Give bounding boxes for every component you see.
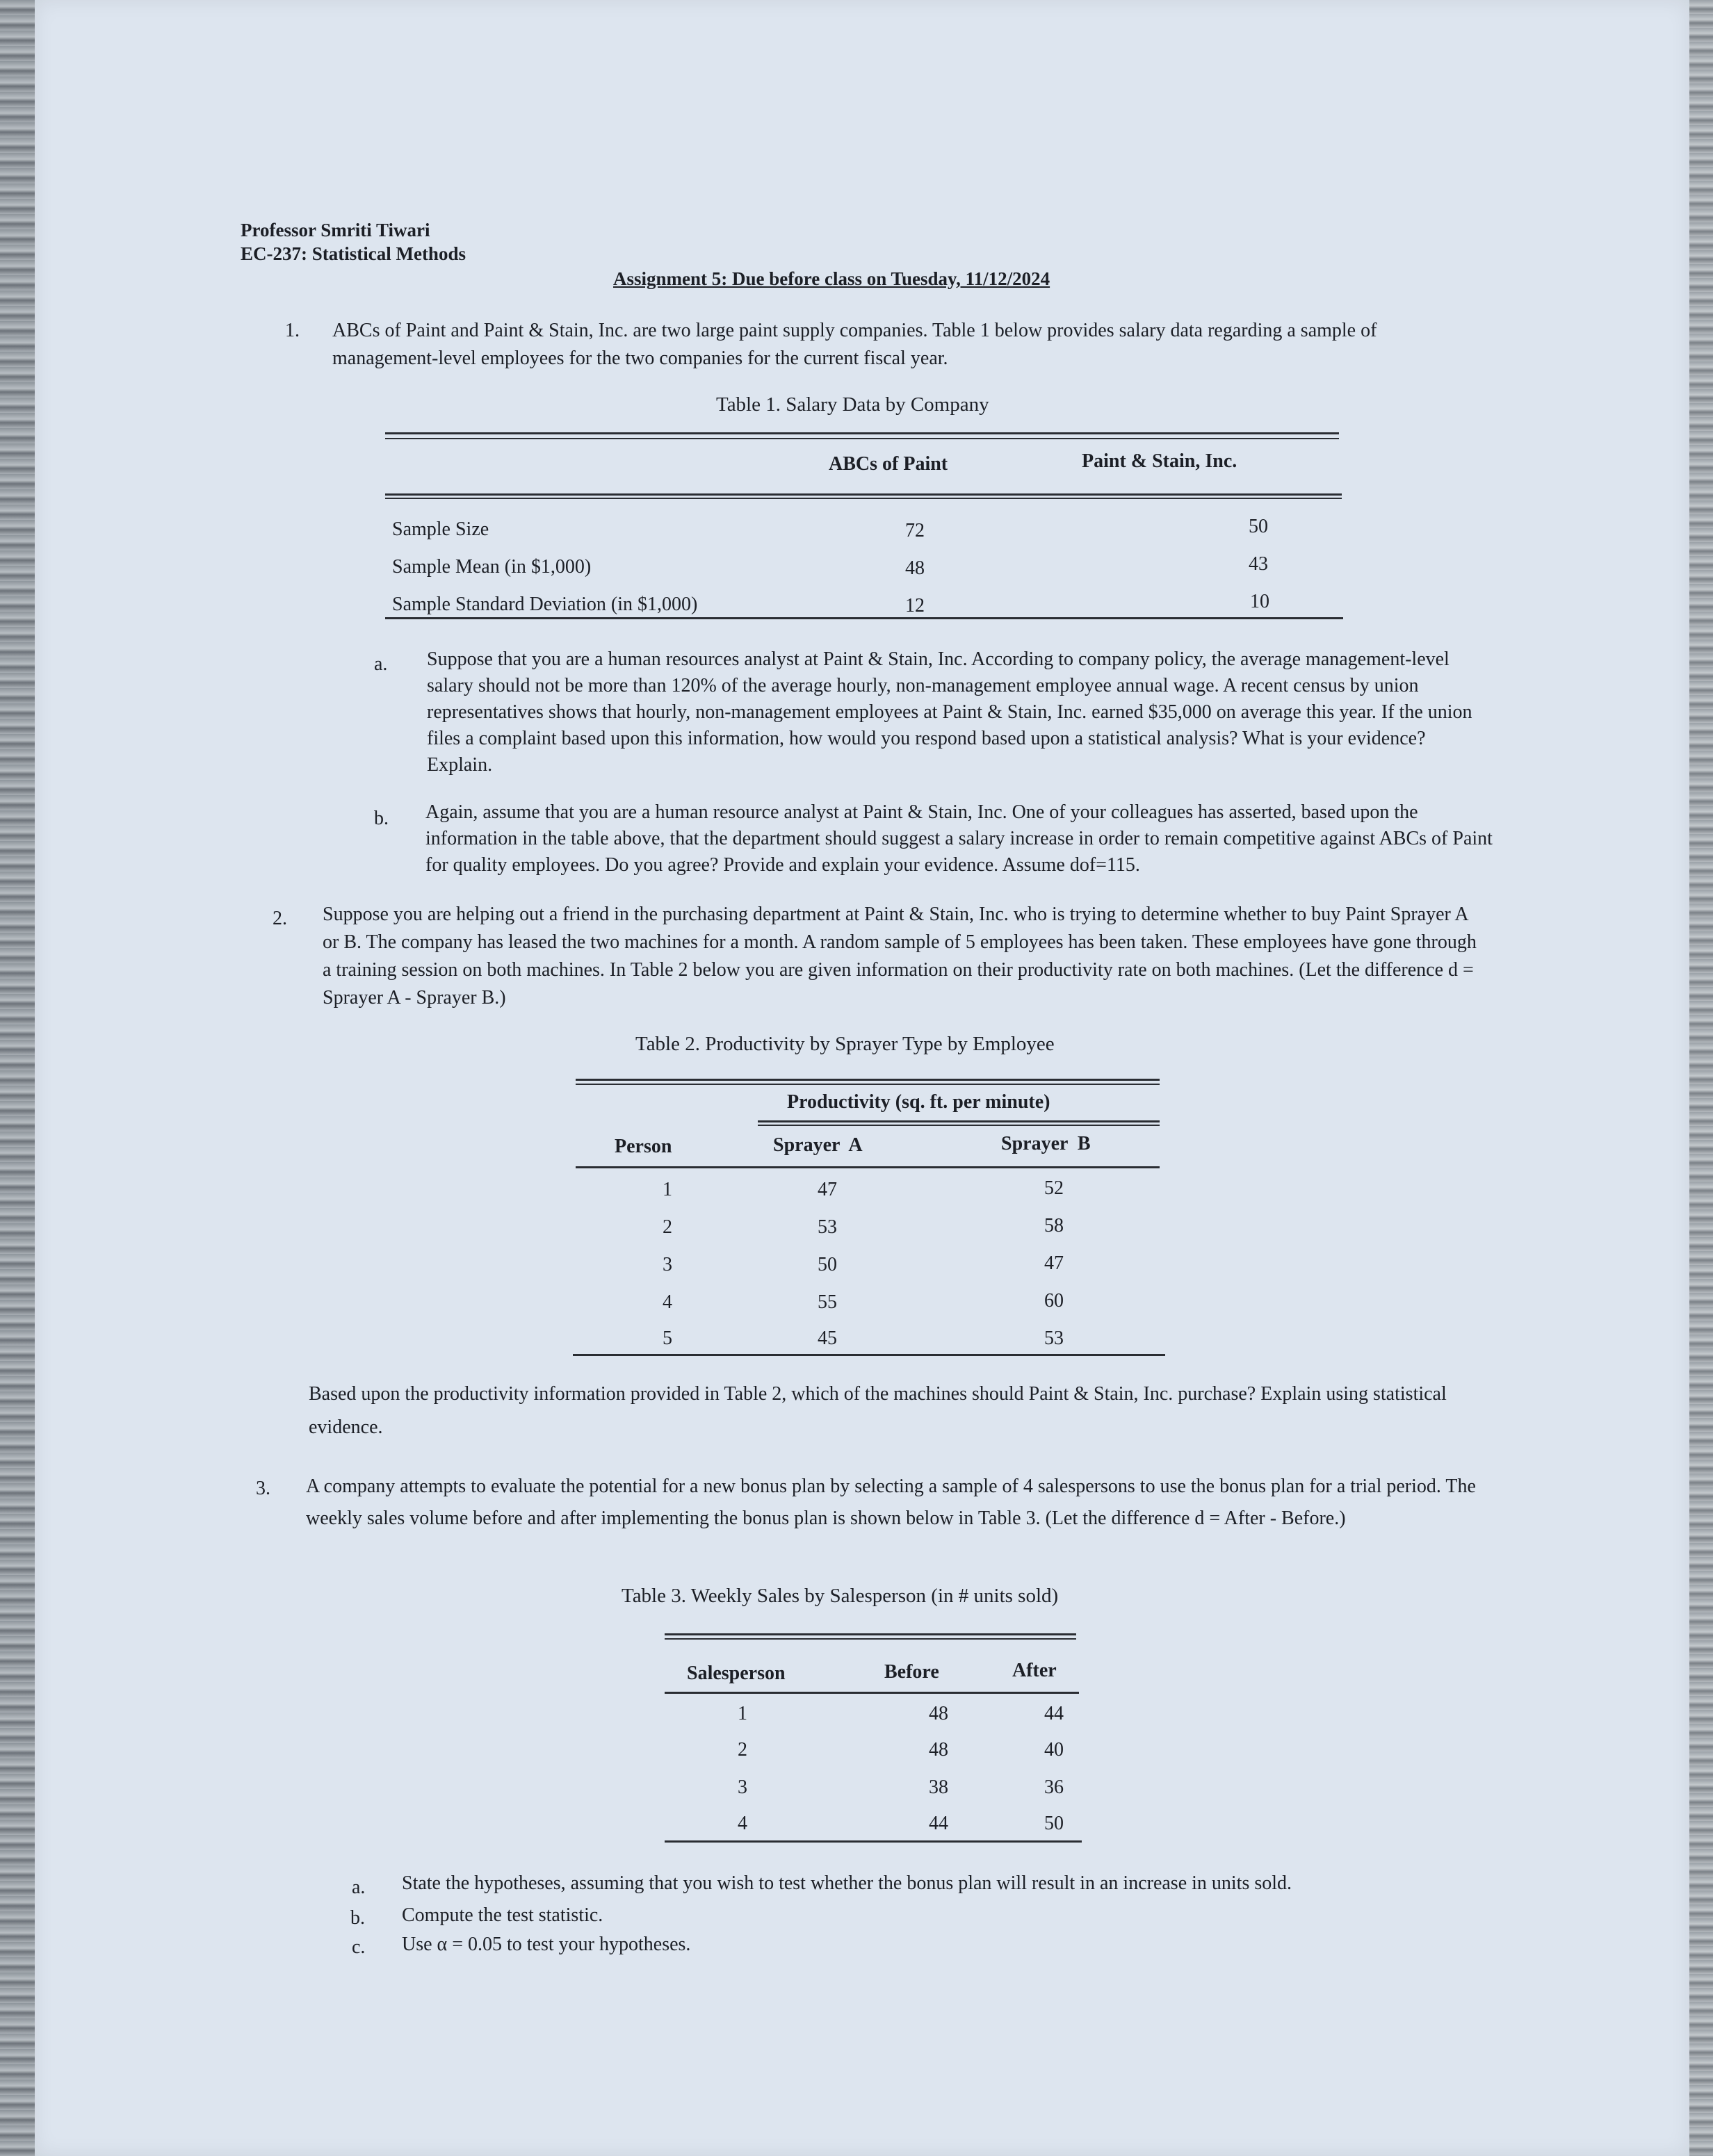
- table2-cell: 50: [818, 1254, 837, 1275]
- q1-part-a-text: Suppose that you are a human resources analyst at Paint & Stain, Inc. According to company policy, the average management-level salary should not be more than 120% of the average hourly, non-management employee annual wage. A recent census by union representatives shows that hourly, non-management employees at Paint & Stain, Inc. earned $35,000 on average this year. If the union files a complaint based upon this information, how would you respond based upon a statistical analysis? What is your evidence? Explain.: [427, 648, 1472, 776]
- q3-number: 3.: [256, 1478, 270, 1499]
- q3-part-label: a.: [352, 1877, 366, 1898]
- table2-cell: 47: [818, 1179, 837, 1200]
- table1-cell: 72: [905, 520, 925, 541]
- table1-row-label: Sample Standard Deviation (in $1,000): [392, 594, 698, 615]
- table3-col-salesperson: Salesperson: [687, 1663, 786, 1684]
- q3-part-text: Compute the test statistic.: [402, 1904, 603, 1926]
- table3-cell: 44: [929, 1813, 948, 1834]
- table1-cell: 50: [1249, 516, 1268, 537]
- assignment-title: Assignment 5: Due before class on Tuesday, 11/12/2024: [613, 268, 1050, 289]
- table1-cell: 12: [905, 595, 925, 616]
- table2-group-rule-2: [758, 1125, 1160, 1126]
- table3-cell: 40: [1044, 1739, 1064, 1761]
- table2-top-rule-2: [576, 1084, 1160, 1085]
- paper-background-left: [0, 0, 35, 2156]
- table2-cell: 3: [663, 1254, 672, 1275]
- table1-col-abcs: ABCs of Paint: [829, 453, 948, 475]
- table3-cell: 1: [738, 1703, 747, 1724]
- table3-top-rule-2: [665, 1638, 1076, 1640]
- table2-cell: 60: [1044, 1290, 1064, 1312]
- table3-col-before: Before: [884, 1661, 939, 1683]
- table2-top-rule: [576, 1079, 1160, 1081]
- table3-cell: 48: [929, 1703, 948, 1724]
- q3-text: A company attempts to evaluate the potential for a new bonus plan by selecting a sample of 4 salespersons to use the bonus plan for a trial period. The weekly sales volume before and after implementing the bonus plan is shown below in Table 3. (Let the difference d = After - Before.): [306, 1476, 1476, 1529]
- table2-cell: 58: [1044, 1215, 1064, 1236]
- table2-cell: 2: [663, 1216, 672, 1238]
- table2-header-rule: [576, 1166, 1160, 1168]
- table2-cell: 52: [1044, 1177, 1064, 1199]
- table1-top-rule-2: [385, 438, 1339, 439]
- q1-number: 1.: [285, 320, 300, 341]
- table3-bottom-rule: [665, 1840, 1082, 1843]
- table1-header-rule: [385, 493, 1342, 496]
- table3-header-rule: [665, 1692, 1079, 1694]
- table2-group-header: Productivity (sq. ft. per minute): [787, 1091, 1050, 1113]
- q3-part-text: Use α = 0.05 to test your hypotheses.: [402, 1934, 691, 1955]
- table3-col-after: After: [1012, 1660, 1057, 1681]
- table1-cell: 43: [1249, 553, 1268, 575]
- q1-text: ABCs of Paint and Paint & Stain, Inc. are two large paint supply companies. Table 1 below provides salary data regarding a sample of management-level employees for the two companies for the current fiscal year.: [332, 320, 1377, 369]
- table3-cell: 44: [1044, 1703, 1064, 1724]
- table2-col-sprayer-a: Sprayer A: [773, 1134, 863, 1156]
- q1-part-a-label: a.: [374, 653, 388, 675]
- q2-followup: Based upon the productivity information provided in Table 2, which of the machines should Paint & Stain, Inc. purchase? Explain using statistical evidence.: [309, 1383, 1447, 1438]
- q1-part-b-text: Again, assume that you are a human resource analyst at Paint & Stain, Inc. One of your colleagues has asserted, based upon the information in the table above, that the department should suggest a salary increase in order to remain competitive against ABCs of Paint for quality employees. Do you agree? Provide and explain your evidence. Assume dof=115.: [425, 801, 1493, 876]
- table1-cell: 10: [1250, 591, 1269, 612]
- table2-cell: 1: [663, 1179, 672, 1200]
- paper-background-right: [1689, 0, 1713, 2156]
- table3-cell: 2: [738, 1739, 747, 1761]
- table1-header-rule-2: [385, 498, 1342, 499]
- table3-top-rule: [665, 1633, 1076, 1635]
- table1-row-label: Sample Size: [392, 518, 489, 540]
- table1-cell: 48: [905, 557, 925, 579]
- table2-cell: 47: [1044, 1252, 1064, 1274]
- table2-cell: 5: [663, 1328, 672, 1349]
- q1-part-b-label: b.: [374, 808, 389, 829]
- table3-cell: 36: [1044, 1777, 1064, 1798]
- q3-part-text: State the hypotheses, assuming that you wish to test whether the bonus plan will result in an increase in units sold.: [402, 1872, 1292, 1894]
- table2-bottom-rule: [573, 1354, 1165, 1356]
- q3-part-label: b.: [350, 1907, 365, 1929]
- table1-row-label: Sample Mean (in $1,000): [392, 556, 592, 578]
- table3-cell: 50: [1044, 1813, 1064, 1834]
- table2-cell: 55: [818, 1291, 837, 1313]
- table2-cell: 45: [818, 1328, 837, 1349]
- table3-cell: 48: [929, 1739, 948, 1761]
- table3-cell: 3: [738, 1777, 747, 1798]
- table3-cell: 38: [929, 1777, 948, 1798]
- table1-top-rule: [385, 432, 1339, 434]
- table3-caption: Table 3. Weekly Sales by Salesperson (in # units sold): [622, 1585, 1059, 1607]
- table2-caption: Table 2. Productivity by Sprayer Type by Employee: [635, 1033, 1055, 1055]
- q2-number: 2.: [273, 908, 287, 929]
- table2-cell: 53: [818, 1216, 837, 1238]
- course-name: EC-237: Statistical Methods: [241, 243, 466, 264]
- table2-col-sprayer-b: Sprayer B: [1001, 1133, 1091, 1154]
- table2-col-person: Person: [615, 1136, 672, 1157]
- table3-cell: 4: [738, 1813, 747, 1834]
- table2-cell: 4: [663, 1291, 672, 1313]
- table2-group-rule: [758, 1120, 1160, 1122]
- table1-bottom-rule: [385, 617, 1343, 619]
- table2-cell: 53: [1044, 1328, 1064, 1349]
- q2-text: Suppose you are helping out a friend in the purchasing department at Paint & Stain, Inc. who is trying to determine whether to buy Paint Sprayer A or B. The company has leased the two machines for a month. A random sample of 5 employees has been taken. These employees have gone through a training session on both machines. In Table 2 below you are given information on their productivity rate on both machines. (Let the difference d = Sprayer A - Sprayer B.): [323, 904, 1477, 1008]
- professor-name: Professor Smriti Tiwari: [241, 220, 430, 240]
- table1-caption: Table 1. Salary Data by Company: [716, 393, 989, 416]
- table1-col-ps: Paint & Stain, Inc.: [1082, 450, 1237, 472]
- q3-part-label: c.: [352, 1936, 366, 1958]
